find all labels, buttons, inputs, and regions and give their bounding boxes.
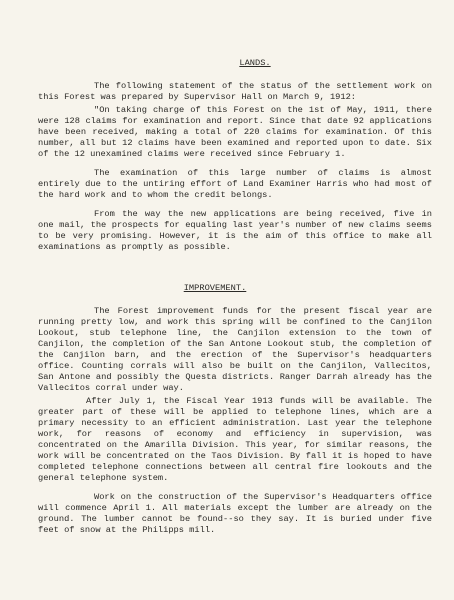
lands-paragraph-applications: From the way the new applications are being received, five in one mail, the prospects for equaling last year's number of new claims seems to be very promising. However, it is the aim of this office to make all examinations as promptly as possible.: [38, 209, 432, 252]
section-heading-lands: LANDS.: [239, 58, 271, 68]
lands-paragraph-examination: The examination of this large number of claims is almost entirely due to the untiring effort of Land Examiner Harris who had most of the hard work and to whom the credit belongs.: [38, 168, 432, 200]
lands-paragraph-quote: "On taking charge of this Forest on the 1st of May, 1911, there were 128 claims for examination and report. Since that date 92 applications have been received, making a total of 220 claims for examination. Of this number, all but 12 claims have been examined and reported upon to date. Six of the 12 unexamined claims were received since February 1.: [38, 105, 432, 159]
improvement-paragraph-fiscal-year: After July 1, the Fiscal Year 1913 funds will be available. The greater part of these will be applied to telephone lines, which are a primary necessity to an efficient administration. Last year the telephone work, for reasons of economy and efficiency in supervision, was concentrated on the Amarilla Division. This year, for similar reasons, the work will be concentrated on the Taos Division. By fall it is hoped to have completed telephone connections between all central fire lookouts and the general telephone system.: [38, 396, 432, 483]
improvement-paragraph-headquarters: Work on the construction of the Supervisor's Headquarters office will commence April 1. All materials except the lumber are already on the ground. The lumber cannot be found--so they say. It is buried under five feet of snow at the Philipps mill.: [38, 492, 432, 535]
improvement-paragraph-funds: The Forest improvement funds for the present fiscal year are running pretty low, and work this spring will be confined to the Canjilon Lookout, stub telephone line, the Canjilon extension to the town of Canjilon, the completion of the San Antone Lookout stub, the completion of the Canjilon barn, and the erection of the Supervisor's headquarters office. Counting corrals will also be built on the Canjilon, Vallecitos, San Antone and possibly the Questa districts. Ranger Darrah already has the Vallecitos corral under way.: [38, 306, 432, 393]
lands-paragraph-intro: The following statement of the status of the settlement work on this Forest was prepared by Supervisor Hall on March 9, 1912:: [38, 81, 432, 102]
document-body: [38, 58, 432, 536]
section-heading-improvement: IMPROVEMENT.: [183, 283, 247, 293]
